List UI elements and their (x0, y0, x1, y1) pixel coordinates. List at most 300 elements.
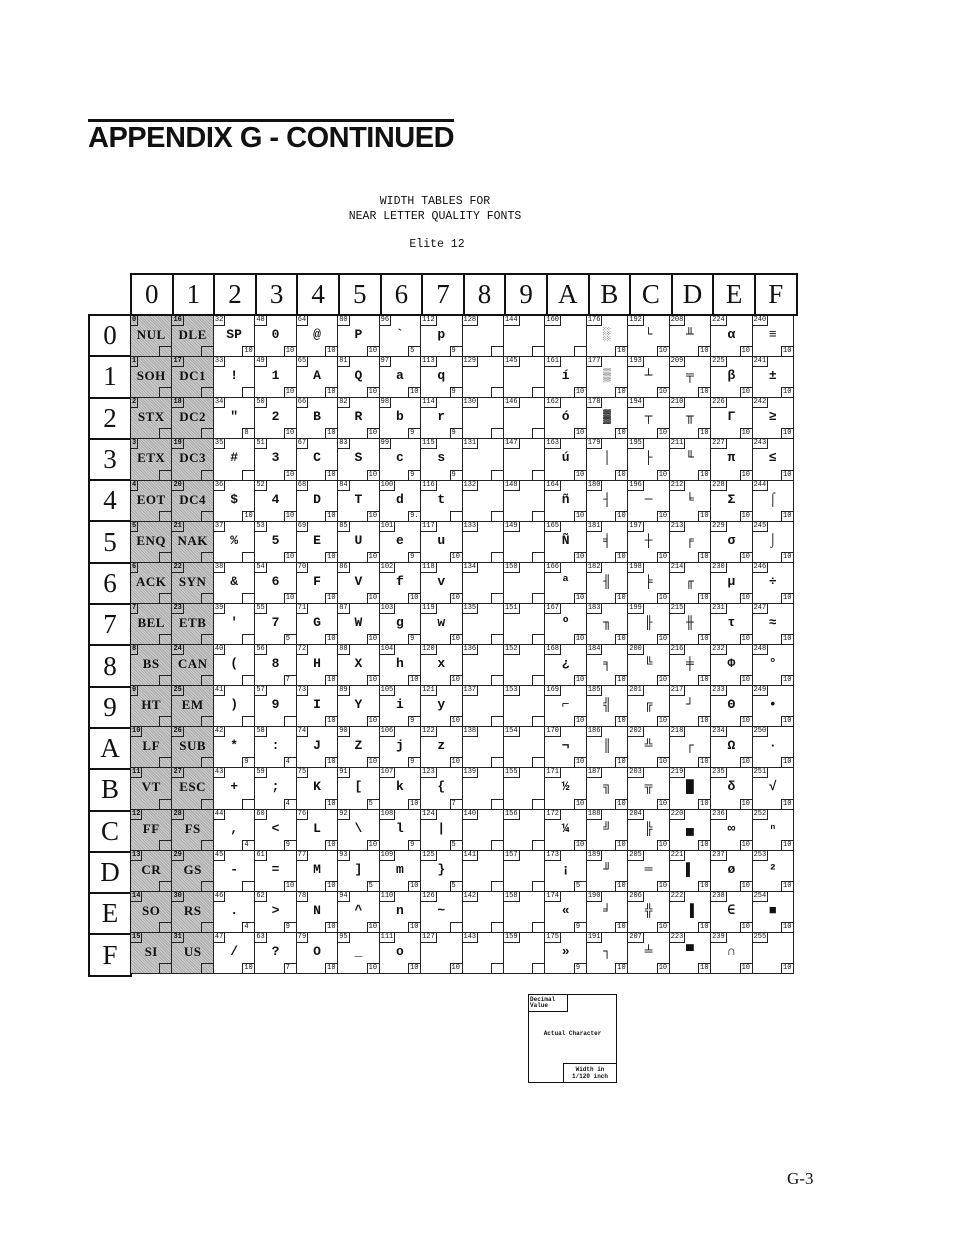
decimal-value: 24 (173, 645, 182, 653)
decimal-value: 250 (753, 727, 767, 736)
actual-character: j (395, 738, 404, 754)
width-value (491, 593, 503, 603)
column-header: 9 (506, 275, 548, 316)
actual-character: 2 (271, 409, 280, 425)
decimal-value: 53 (256, 521, 265, 530)
width-value (532, 593, 544, 603)
decimal-value: 152 (504, 645, 518, 653)
actual-character: c (395, 450, 404, 466)
table-cell (753, 933, 794, 974)
decimal-value: 44 (214, 809, 224, 818)
decimal-value: 166 (546, 562, 559, 571)
table-cell (670, 563, 711, 604)
width-value: 10 (410, 593, 419, 602)
width-value (159, 799, 171, 809)
decimal-value: 17 (173, 357, 182, 366)
actual-character: : (271, 738, 280, 754)
table-cell (504, 563, 545, 604)
width-value: 10 (658, 552, 668, 561)
decimal-value: 28 (173, 809, 182, 818)
actual-character: ETX (137, 450, 166, 466)
width-value: 10 (617, 635, 626, 643)
decimal-value: 71 (297, 603, 307, 612)
decimal-value: 94 (339, 891, 348, 900)
actual-character: z (437, 738, 446, 754)
actual-character: BS (142, 656, 160, 671)
width-value (450, 922, 462, 932)
table-cell (628, 398, 669, 439)
decimal-value: 197 (629, 521, 642, 530)
table-cell (670, 522, 711, 563)
table-cell (463, 768, 504, 809)
table-cell (421, 481, 462, 522)
decimal-value: 181 (587, 521, 601, 530)
width-value: 10 (783, 964, 792, 972)
width-value: 5 (450, 840, 462, 850)
width-value: 10 (658, 470, 668, 479)
actual-character: 6 (271, 573, 280, 589)
width-value: 9 (408, 470, 420, 480)
width-value: 10 (658, 429, 668, 438)
decimal-value: 123 (422, 768, 435, 777)
table-cell (628, 481, 669, 522)
subtitle-line-2: NEAR LETTER QUALITY FONTS (348, 210, 522, 223)
actual-character: + (230, 779, 238, 795)
actual-character: 9 (271, 697, 280, 713)
decimal-value: 184 (587, 645, 601, 653)
actual-character: └ (644, 327, 653, 342)
decimal-value: 122 (422, 727, 435, 736)
width-value (242, 881, 254, 891)
actual-character: ┬ (644, 409, 653, 425)
actual-character: ACK (136, 573, 167, 589)
decimal-value: 46 (214, 891, 224, 900)
decimal-value: 188 (587, 809, 601, 818)
decimal-value: 169 (546, 686, 559, 695)
decimal-value: 112 (422, 316, 435, 324)
table-cell (172, 851, 213, 892)
actual-character: d (395, 491, 404, 507)
decimal-value: 90 (339, 727, 348, 736)
decimal-value: 177 (587, 357, 601, 366)
table-cell (214, 727, 255, 768)
table-cell (172, 481, 213, 522)
table-cell (380, 481, 421, 522)
table-cell (297, 686, 338, 727)
decimal-value: 209 (670, 357, 684, 366)
actual-character: ⌐ (561, 697, 570, 713)
table-cell (587, 357, 628, 398)
actual-character: ┴ (644, 368, 653, 384)
table-cell (711, 810, 752, 851)
actual-character: G (313, 614, 321, 630)
table-cell (255, 357, 296, 398)
width-value (159, 634, 171, 644)
table-cell (670, 604, 711, 645)
table-cell (711, 892, 752, 933)
table-cell (338, 398, 379, 439)
legend-width-label: Width in 1/120 inch (563, 1063, 616, 1082)
width-value (242, 675, 254, 685)
table-cell (670, 398, 711, 439)
row-header: B (90, 770, 130, 811)
decimal-value: 55 (256, 603, 265, 612)
decimal-value: 20 (173, 480, 182, 489)
table-cell (463, 439, 504, 480)
actual-character: ╗ (603, 779, 611, 795)
decimal-value: 249 (753, 686, 767, 695)
table-cell (380, 563, 421, 604)
width-value: 7 (284, 675, 296, 685)
width-value: 10 (244, 511, 253, 520)
width-value: 10 (575, 676, 585, 685)
decimal-value: 202 (629, 727, 642, 736)
actual-character: % (230, 532, 238, 548)
table-cell (380, 645, 421, 686)
actual-character: ▒ (603, 368, 611, 384)
actual-character: ≈ (768, 614, 777, 630)
decimal-value: 208 (670, 316, 684, 324)
width-value: 10 (368, 470, 378, 479)
decimal-value: 173 (546, 850, 559, 859)
decimal-value: 147 (504, 439, 518, 448)
decimal-value: 180 (587, 480, 601, 489)
width-value: 10 (617, 429, 626, 438)
table-cell (545, 481, 586, 522)
decimal-value: 146 (504, 398, 518, 407)
table-cell (545, 316, 586, 357)
table-cell (545, 398, 586, 439)
column-header: C (631, 275, 673, 316)
table-cell (628, 933, 669, 974)
table-cell (463, 522, 504, 563)
decimal-value: 11 (132, 768, 141, 777)
actual-character: ESC (179, 779, 207, 795)
row-header: 7 (90, 605, 130, 646)
decimal-value: 136 (463, 645, 477, 653)
decimal-value: 211 (670, 439, 684, 448)
width-value: 10 (700, 758, 709, 767)
actual-character: M (313, 861, 321, 877)
decimal-value: 207 (629, 932, 642, 941)
actual-character: 3 (271, 450, 280, 466)
decimal-value: 4 (132, 480, 137, 489)
actual-character: ╧ (644, 943, 653, 959)
width-value: 10 (327, 922, 336, 931)
decimal-value: 255 (753, 932, 767, 941)
width-value (532, 346, 544, 356)
row-header: 5 (90, 522, 130, 563)
table-cell (504, 316, 545, 357)
table-cell (545, 727, 586, 768)
width-value: 7 (450, 799, 462, 809)
decimal-value: 246 (753, 562, 767, 571)
width-value (491, 840, 503, 850)
table-cell (297, 851, 338, 892)
actual-character: ■ (768, 902, 777, 918)
width-value: 10 (783, 470, 792, 479)
decimal-value: 203 (629, 768, 642, 777)
width-value: 10 (285, 429, 295, 438)
actual-character: ¬ (561, 738, 570, 754)
width-value: 10 (617, 922, 626, 931)
width-value: 10 (700, 635, 709, 643)
width-value: 10 (451, 676, 460, 685)
width-value: 10 (741, 758, 750, 767)
width-value: 10 (368, 552, 378, 561)
table-cell (131, 604, 172, 645)
decimal-value: 165 (546, 521, 559, 530)
width-value (159, 387, 171, 397)
actual-character: [ (354, 779, 363, 795)
decimal-value: 51 (256, 439, 265, 448)
decimal-value: 14 (132, 891, 141, 900)
width-value: 9 (574, 922, 586, 932)
width-value (159, 428, 171, 438)
table-cell (504, 727, 545, 768)
subtitle-line-1: WIDTH TABLES FOR (379, 195, 491, 208)
table-cell (338, 810, 379, 851)
width-value: 4 (284, 757, 296, 767)
decimal-value: 124 (422, 809, 435, 818)
table-cell (297, 645, 338, 686)
width-value: 10 (783, 347, 792, 356)
decimal-value: 232 (712, 645, 725, 653)
table-cell (380, 316, 421, 357)
width-value: 5 (367, 881, 379, 891)
column-header: 5 (340, 275, 382, 316)
actual-character: ▌ (686, 861, 694, 877)
table-cell (297, 563, 338, 604)
width-value: 10 (327, 840, 336, 849)
width-value: 10 (327, 635, 336, 643)
decimal-value: 106 (380, 727, 394, 736)
decimal-value: 134 (463, 562, 477, 571)
table-cell (172, 398, 213, 439)
decimal-value: 176 (587, 316, 601, 324)
actual-character: / (230, 943, 238, 959)
decimal-value: 225 (712, 357, 725, 366)
decimal-value: 113 (422, 357, 435, 366)
actual-character: ═ (644, 861, 653, 877)
decimal-value: 57 (256, 686, 265, 695)
decimal-value: 179 (587, 439, 601, 448)
actual-character: NUL (136, 327, 166, 342)
table-cell (753, 810, 794, 851)
table-cell (421, 727, 462, 768)
decimal-value: 80 (339, 316, 348, 324)
decimal-value: 6 (132, 562, 137, 571)
decimal-value: 237 (712, 850, 725, 859)
table-cell (297, 357, 338, 398)
width-value (532, 428, 544, 438)
decimal-value: 60 (256, 809, 265, 818)
table-cell (628, 563, 669, 604)
table-cell (380, 604, 421, 645)
width-value: 9 (450, 346, 462, 356)
decimal-value: 85 (339, 521, 348, 530)
table-cell (753, 563, 794, 604)
width-value (532, 511, 544, 521)
decimal-value: 205 (629, 850, 642, 859)
table-cell (504, 481, 545, 522)
table-cell (463, 604, 504, 645)
table-cell (297, 481, 338, 522)
actual-character: DC3 (179, 450, 207, 466)
decimal-value: 47 (214, 932, 224, 941)
decimal-value: 170 (546, 727, 559, 736)
table-cell (545, 933, 586, 974)
table-cell (587, 851, 628, 892)
table-cell (214, 316, 255, 357)
row-headers (88, 314, 132, 977)
actual-character: g (395, 614, 404, 630)
table-cell (587, 810, 628, 851)
actual-character: L (313, 820, 321, 836)
decimal-value: 151 (504, 603, 518, 612)
decimal-value: 194 (629, 398, 642, 407)
width-value: 10 (410, 881, 419, 890)
actual-character: τ (727, 614, 736, 630)
table-cell (628, 768, 669, 809)
decimal-value: 248 (753, 645, 767, 653)
actual-character: ^ (354, 902, 363, 918)
table-cell (711, 851, 752, 892)
table-cell (545, 439, 586, 480)
table-cell (753, 439, 794, 480)
table-cell (338, 357, 379, 398)
row-header: 4 (90, 481, 130, 522)
width-value: 10 (368, 511, 378, 520)
table-cell (753, 398, 794, 439)
actual-character: • (768, 697, 777, 713)
decimal-value: 196 (629, 480, 642, 489)
table-cell (463, 481, 504, 522)
decimal-value: 131 (463, 439, 477, 448)
actual-character: C (313, 450, 321, 466)
decimal-value: 50 (256, 398, 265, 407)
width-value: 10 (658, 922, 668, 931)
width-value: 10 (783, 552, 792, 561)
width-value: 9 (574, 963, 586, 973)
table-cell (711, 563, 752, 604)
width-value: 10 (700, 388, 709, 397)
actual-character: ` (395, 327, 404, 342)
decimal-value: 40 (214, 645, 224, 653)
table-cell (670, 645, 711, 686)
width-value (159, 511, 171, 521)
table-cell (504, 892, 545, 933)
table-cell (338, 768, 379, 809)
actual-character: w (437, 614, 446, 630)
actual-character: ú (561, 450, 570, 466)
width-value: 10 (575, 635, 585, 643)
width-value: 10 (575, 717, 585, 726)
table-cell (338, 316, 379, 357)
actual-character: δ (727, 779, 736, 795)
width-value: 10 (783, 799, 792, 808)
actual-character: ╝ (603, 820, 611, 836)
width-value: 10 (658, 717, 668, 726)
actual-character: a (395, 368, 404, 384)
table-cell (421, 563, 462, 604)
actual-character: US (183, 943, 202, 959)
decimal-value: 84 (339, 480, 348, 489)
width-value: 10 (575, 799, 585, 808)
actual-character: σ (727, 532, 736, 548)
decimal-value: 87 (339, 603, 348, 612)
actual-character: ( (230, 656, 238, 671)
width-value: 10 (410, 799, 419, 808)
actual-character: « (561, 902, 570, 918)
width-value: 10 (368, 840, 378, 849)
table-cell (504, 357, 545, 398)
decimal-value: 155 (504, 768, 518, 777)
decimal-value: 1 (132, 357, 137, 366)
width-value: 10 (575, 470, 585, 479)
decimal-value: 130 (463, 398, 477, 407)
decimal-value: 34 (214, 398, 224, 407)
actual-character: ┐ (603, 943, 611, 959)
actual-character: ETB (178, 614, 207, 630)
table-cell (670, 686, 711, 727)
table-cell (214, 439, 255, 480)
decimal-value: 140 (463, 809, 477, 818)
width-value (491, 634, 503, 644)
decimal-value: 141 (463, 850, 477, 859)
actual-character: " (230, 409, 238, 425)
actual-character: α (727, 327, 736, 342)
table-cell (214, 851, 255, 892)
table-cell (711, 481, 752, 522)
decimal-value: 114 (422, 398, 435, 407)
row-header: 9 (90, 688, 130, 729)
table-cell (255, 686, 296, 727)
width-value: 10 (658, 676, 668, 685)
table-cell (587, 645, 628, 686)
table-cell (628, 892, 669, 933)
decimal-value: 129 (463, 357, 477, 366)
table-cell (421, 768, 462, 809)
table-cell (587, 686, 628, 727)
row-header: A (90, 729, 130, 770)
table-cell (172, 316, 213, 357)
decimal-value: 222 (670, 891, 684, 900)
actual-character: RS (183, 902, 202, 918)
column-header: 7 (423, 275, 465, 316)
table-cell (421, 810, 462, 851)
decimal-value: 187 (587, 768, 601, 777)
width-value (491, 963, 503, 973)
decimal-value: 171 (546, 768, 559, 777)
actual-character: H (313, 656, 321, 671)
table-cell (711, 439, 752, 480)
width-value (450, 511, 462, 521)
actual-character: e (395, 532, 404, 548)
decimal-value: 214 (670, 562, 684, 571)
decimal-value: 242 (753, 398, 767, 407)
width-value (159, 922, 171, 932)
decimal-value: 58 (256, 727, 265, 736)
table-cell (338, 686, 379, 727)
width-value: 9 (408, 634, 420, 644)
decimal-value: 93 (339, 850, 348, 859)
decimal-value: 238 (712, 891, 725, 900)
width-value (242, 552, 254, 562)
actual-character: ╚ (644, 656, 653, 671)
width-value: 10 (575, 840, 585, 849)
table-cell (380, 439, 421, 480)
